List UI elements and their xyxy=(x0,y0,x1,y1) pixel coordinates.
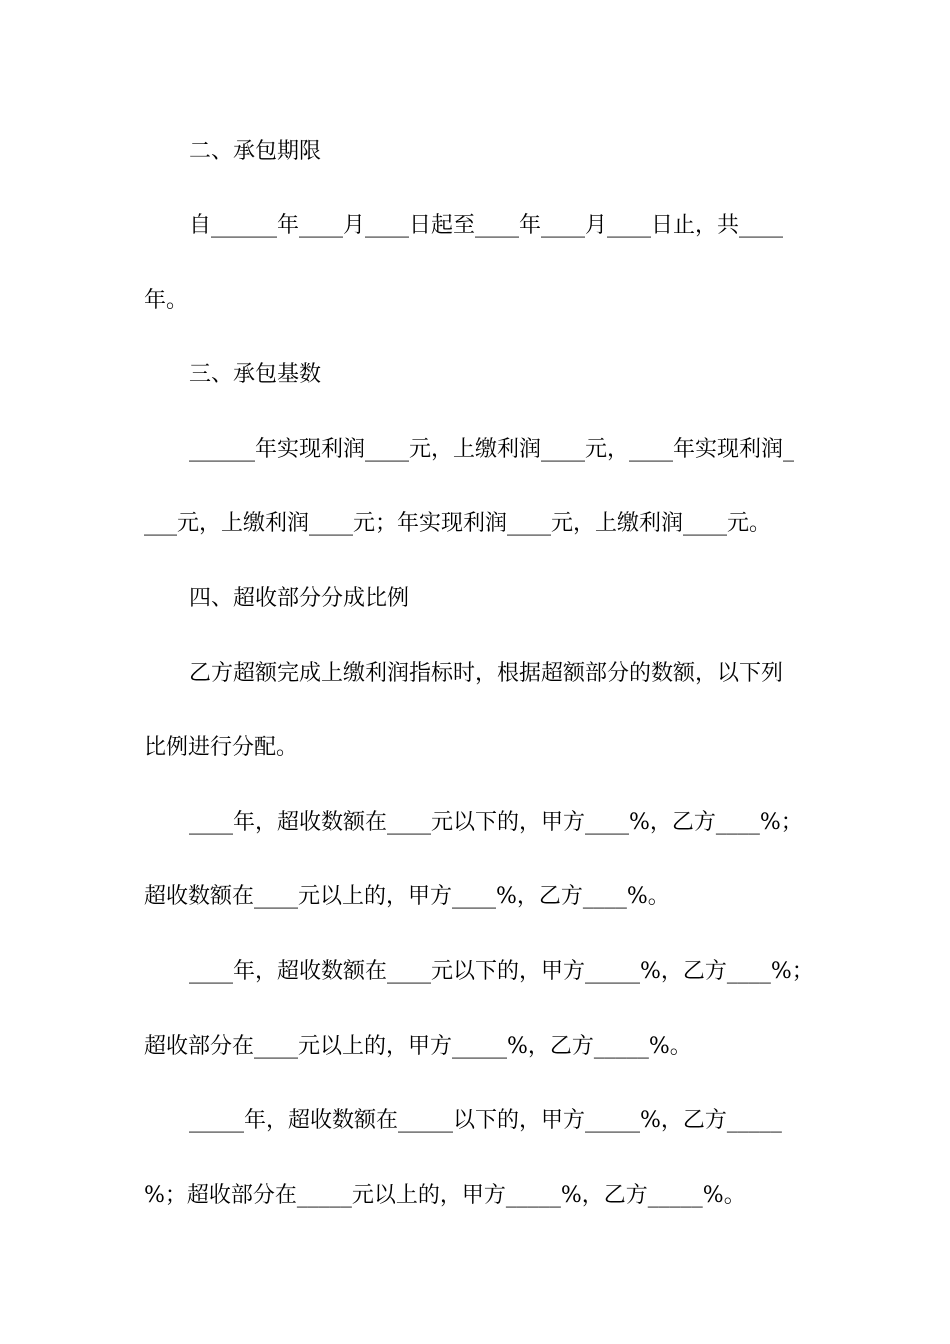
section-heading-contract-term: 二、承包期限 xyxy=(189,139,322,164)
paragraph-line: 超收数额在____元以上的，甲方____%，乙方____%。 xyxy=(144,884,670,909)
paragraph-line: ____年，超收数额在____元以下的，甲方____%，乙方____%； xyxy=(189,810,803,835)
paragraph-line: ____年，超收数额在____元以下的，甲方_____%，乙方____%； xyxy=(189,959,814,984)
paragraph-line: _____年，超收数额在_____以下的，甲方_____%，乙方_____ xyxy=(189,1108,782,1133)
paragraph-line: 超收部分在____元以上的，甲方_____%，乙方_____%。 xyxy=(144,1034,692,1059)
section-heading-excess-ratio: 四、超收部分分成比例 xyxy=(189,586,410,611)
paragraph-line: %；超收部分在_____元以上的，甲方_____%，乙方_____%。 xyxy=(144,1183,746,1208)
section-heading-contract-base: 三、承包基数 xyxy=(189,362,322,387)
paragraph-line: ___元，上缴利润____元；年实现利润____元，上缴利润____元。 xyxy=(144,511,772,536)
paragraph-line: 比例进行分配。 xyxy=(144,735,299,760)
paragraph-line: 乙方超额完成上缴利润指标时，根据超额部分的数额，以下列 xyxy=(189,661,784,686)
paragraph-line: ______年实现利润____元，上缴利润____元，____年实现利润_ xyxy=(189,437,795,462)
paragraph-line: 年。 xyxy=(144,288,189,313)
paragraph-line: 自______年____月____日起至____年____月____日止，共____ xyxy=(189,213,784,238)
